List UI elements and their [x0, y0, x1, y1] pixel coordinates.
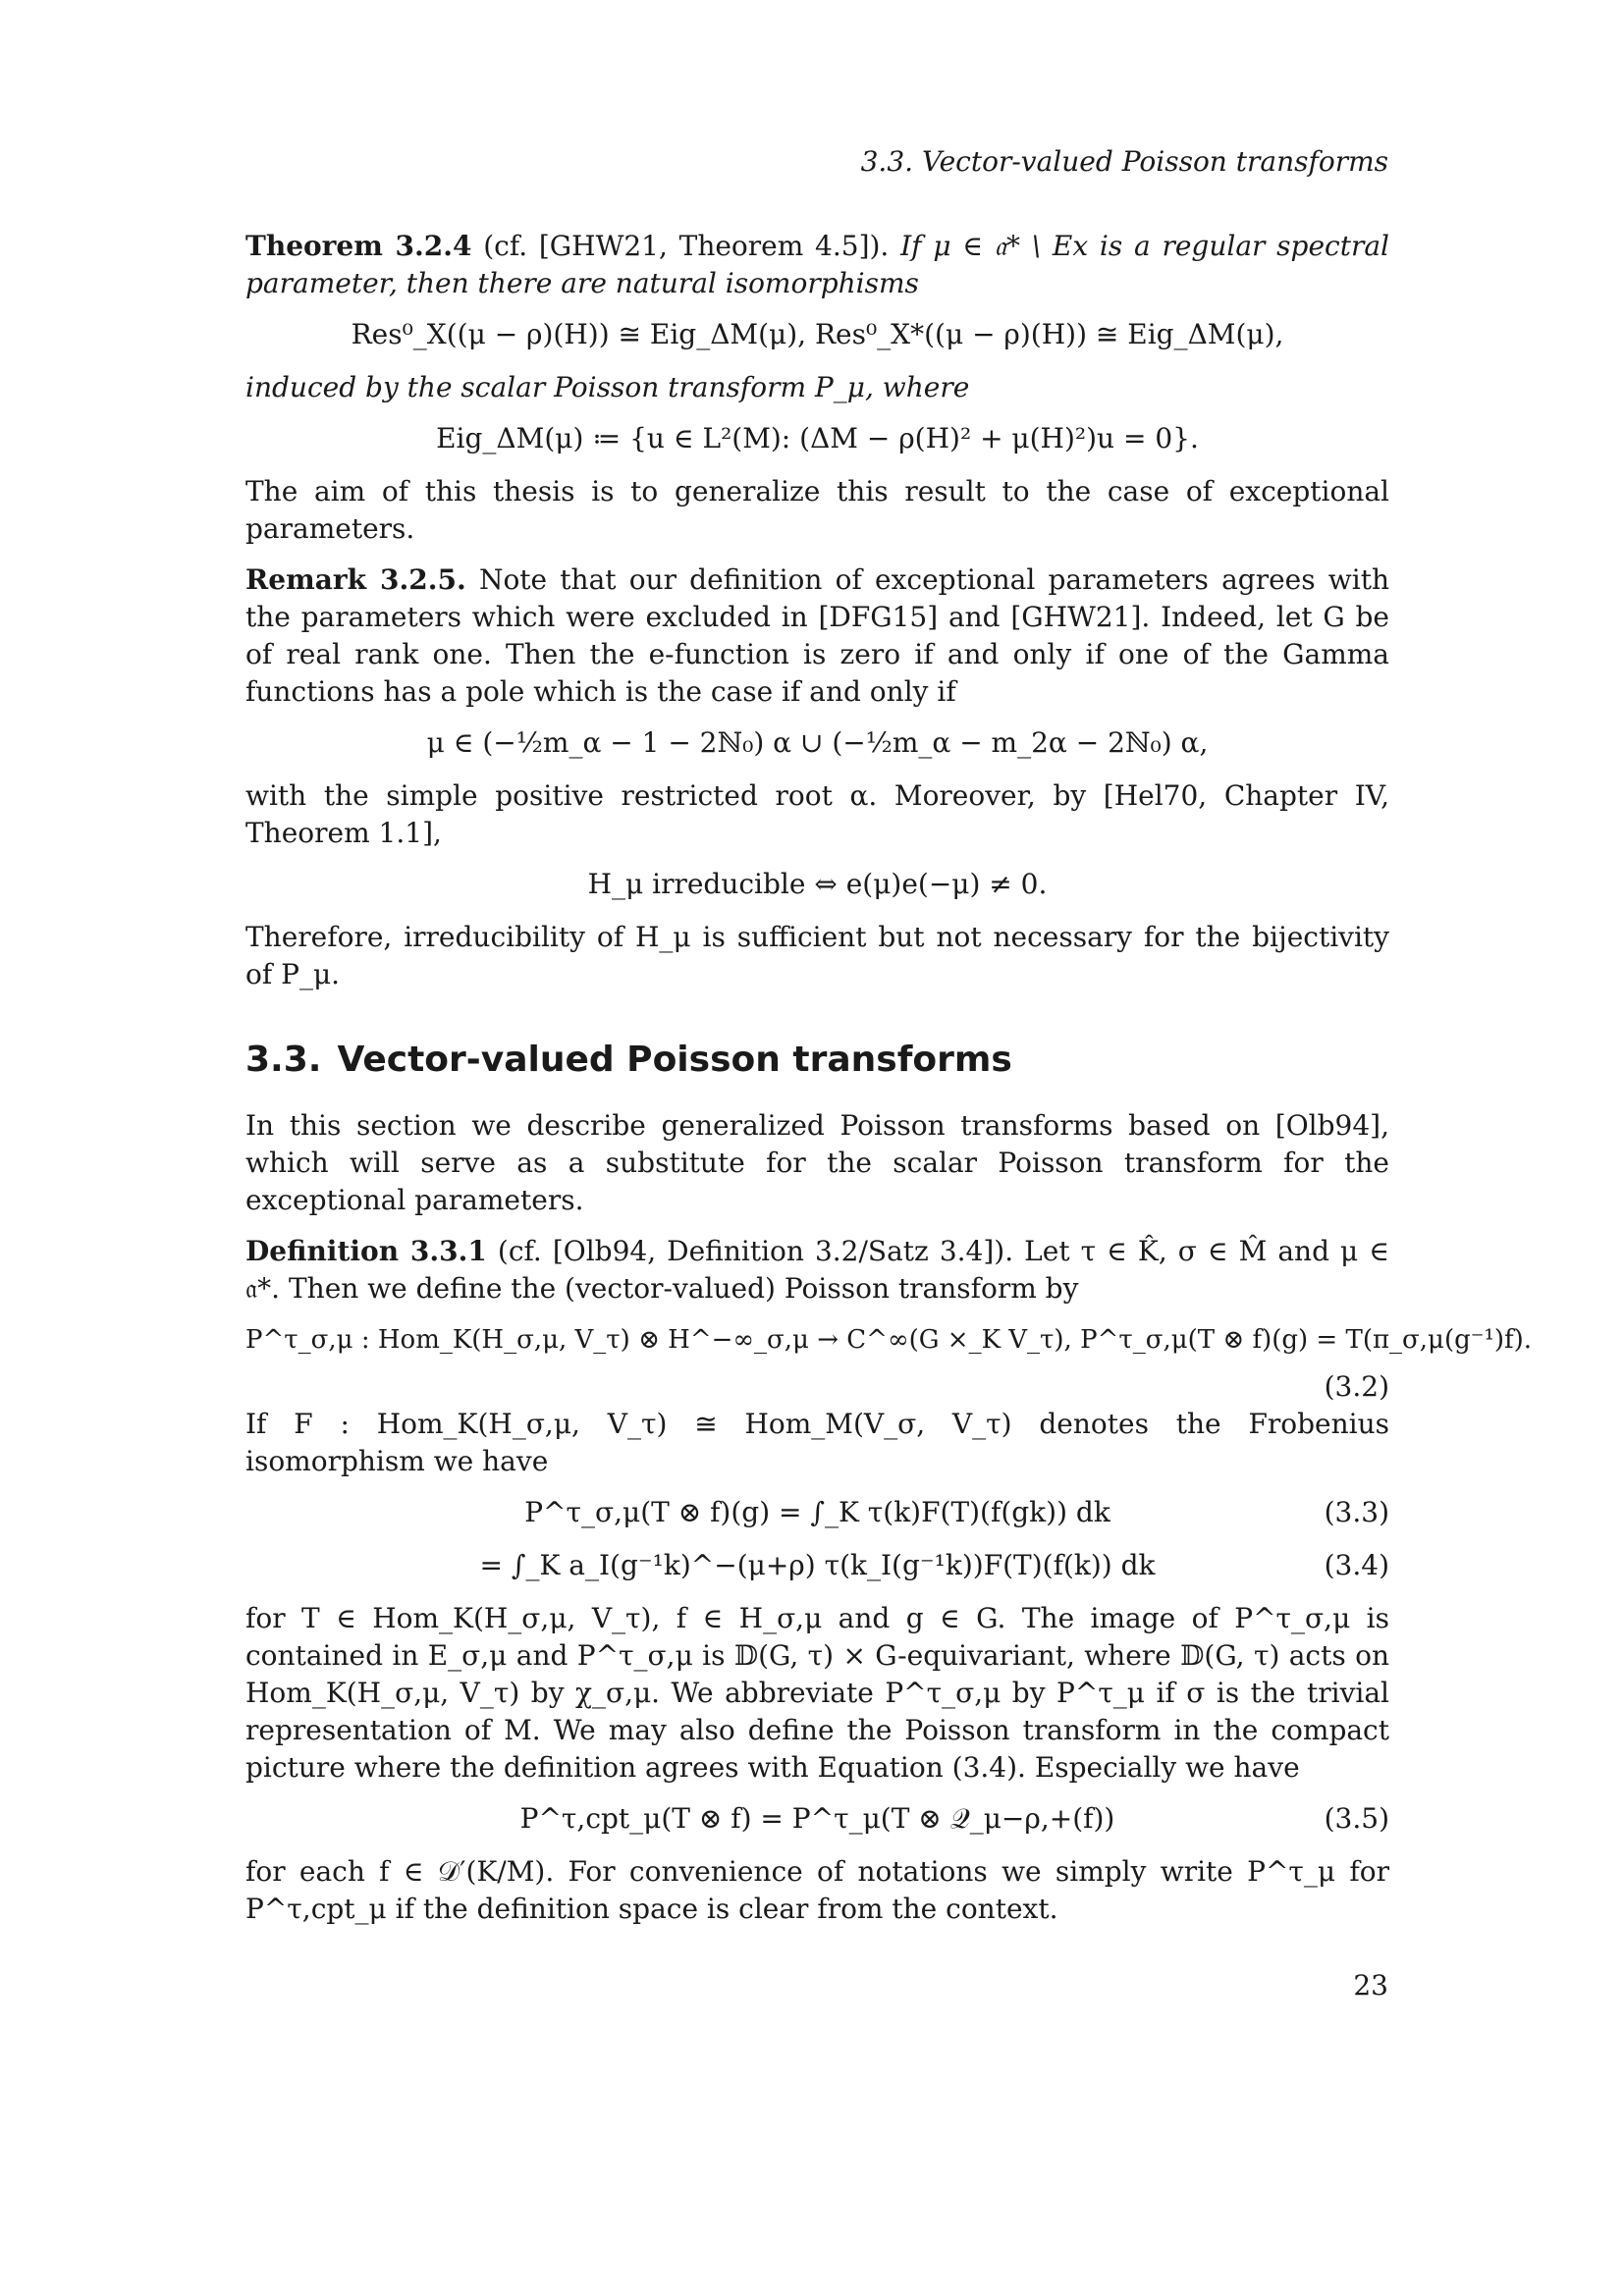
- remark-display-irreducible: H_μ irreducible ⇔ e(μ)e(−μ) ≠ 0.: [587, 868, 1048, 900]
- equation-number-3-3: (3.3): [1324, 1496, 1389, 1528]
- equation-3-4: [245, 1547, 1389, 1584]
- frobenius-paragraph: If F : Hom_K(H_σ,μ, V_τ) ≅ Hom_M(V_σ, V_τ) denotes the Frobenius isomorphism we have: [245, 1408, 1389, 1477]
- equation-number-3-5: (3.5): [1324, 1802, 1389, 1835]
- aim-paragraph: The aim of this thesis is to generalize this result to the case of exceptional parameters.: [245, 475, 1389, 545]
- remark-text-2: with the simple positive restricted root α. Moreover, by [Hel70, Chapter IV, Theorem 1.1],: [245, 779, 1389, 849]
- definition-paragraph: [245, 1233, 1389, 1308]
- section-heading: [245, 1039, 1389, 1082]
- remark-text: Note that our definition of exceptional parameters agrees with the parameters which were excluded in [DFG15] and [GHW21]. Indeed, let G be of real rank one. Then the e-function is zero if and only if one of the Gamma functions has a pole which is the case if and only if: [245, 563, 1389, 708]
- equation-3-5: [245, 1800, 1389, 1838]
- theorem-display-isomorphisms: Res⁰_X((μ − ρ)(H)) ≅ Eig_ΔM(μ), Res⁰_X*((μ − ρ)(H)) ≅ Eig_ΔM(μ),: [351, 318, 1284, 350]
- equation-number-3-4: (3.4): [1324, 1549, 1389, 1581]
- equation-3-3: [245, 1494, 1389, 1531]
- running-header: 3.3. Vector-valued Poisson transforms: [860, 145, 1388, 178]
- definition-text: Let τ ∈ K̂, σ ∈ M̂ and μ ∈ 𝔞*. Then we define the (vector-valued) Poisson transform by: [245, 1235, 1390, 1305]
- section-title: Vector-valued Poisson transforms: [337, 1040, 1012, 1080]
- theorem-induced-text: induced by the scalar Poisson transform P_μ, where: [245, 371, 970, 403]
- theorem-citation: (cf. [GHW21, Theorem 4.5]).: [483, 230, 890, 262]
- closing-paragraph: for each f ∈ 𝒟′(K/M). For convenience of notations we simply write P^τ_μ for P^τ,cpt_μ if the definition space is clear from the context.: [245, 1855, 1389, 1925]
- definition-display: P^τ_σ,μ : Hom_K(H_σ,μ, V_τ) ⊗ H^−∞_σ,μ → C^∞(G ×_K V_τ), P^τ_σ,μ(T ⊗ f)(g) = T(π_σ,μ(g⁻¹)f).: [245, 1325, 1533, 1355]
- equation-3-4-expression: = ∫_K a_I(g⁻¹k)^−(μ+ρ) τ(k_I(g⁻¹k))F(T)(f(k)) dk: [479, 1549, 1156, 1581]
- equation-number-3-2: (3.2): [1324, 1370, 1389, 1403]
- theorem-display-eigenspace: Eig_ΔM(μ) ≔ {u ∈ L²(M): (ΔM − ρ(H)² + μ(H)²)u = 0}.: [436, 422, 1199, 454]
- definition-citation: (cf. [Olb94, Definition 3.2/Satz 3.4]).: [497, 1235, 1014, 1267]
- page-body: [245, 228, 1533, 1942]
- definition-label: Definition 3.3.1: [245, 1235, 487, 1267]
- equation-3-3-expression: P^τ_σ,μ(T ⊗ f)(g) = ∫_K τ(k)F(T)(f(gk)) dk: [524, 1496, 1110, 1528]
- theorem-statement: If μ ∈ 𝔞* \ Ex is a regular spectral parameter, then there are natural isomorphisms: [245, 230, 1390, 299]
- after-equation-paragraph: for T ∈ Hom_K(H_σ,μ, V_τ), f ∈ H_σ,μ and g ∈ G. The image of P^τ_σ,μ is contained in E_σ,μ and P^τ_σ,μ is 𝔻(G, τ) × G-equivariant, where 𝔻(G, τ) acts on Hom_K(H_σ,μ, V_τ) by χ_σ,μ. We abbreviate P^τ_σ,μ by P^τ_μ if σ is the trivial representation of M. We may also define the Poisson transform in the compact picture where the definition agrees with Equation (3.4). Especially we have: [245, 1602, 1389, 1784]
- theorem-paragraph: [245, 228, 1389, 302]
- page-number: 23: [1353, 1969, 1388, 2002]
- remark-paragraph: [245, 561, 1389, 711]
- section-intro: In this section we describe generalized Poisson transforms based on [Olb94], which will serve as a substitute for the scalar Poisson transform for the exceptional parameters.: [245, 1109, 1389, 1216]
- remark-display-pole-set: μ ∈ (−½m_α − 1 − 2ℕ₀) α ∪ (−½m_α − m_2α − 2ℕ₀) α,: [426, 726, 1209, 759]
- theorem-label: Theorem 3.2.4: [245, 230, 472, 262]
- remark-label: Remark 3.2.5.: [245, 563, 466, 596]
- remark-text-3: Therefore, irreducibility of H_μ is sufficient but not necessary for the bijectivity of P_μ.: [245, 921, 1389, 990]
- equation-3-5-expression: P^τ,cpt_μ(T ⊗ f) = P^τ_μ(T ⊗ 𝒬_μ−ρ,+(f)): [519, 1802, 1115, 1835]
- section-number: 3.3.: [245, 1040, 322, 1080]
